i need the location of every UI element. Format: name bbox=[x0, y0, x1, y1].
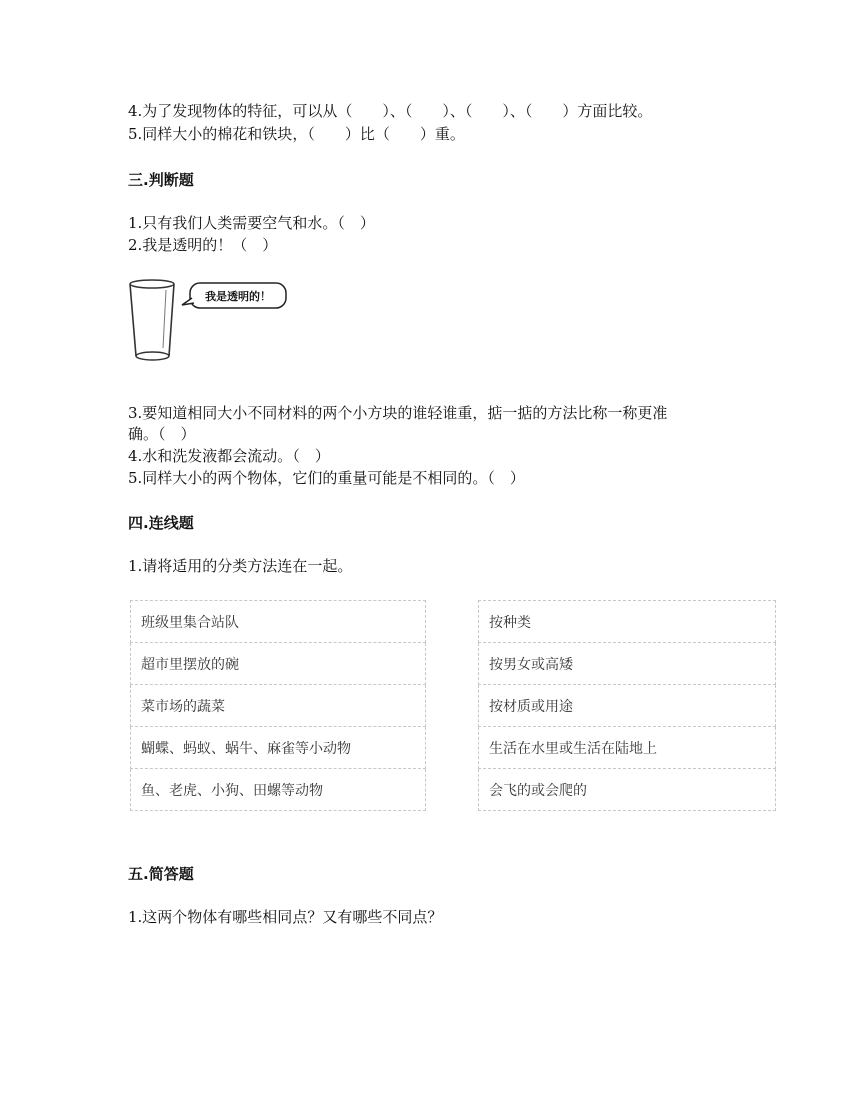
right-item: 会飞的或会爬的 bbox=[479, 769, 776, 811]
matching-left-table bbox=[130, 600, 426, 811]
right-item: 按材质或用途 bbox=[479, 685, 776, 727]
left-item: 蝴蝶、蚂蚁、蜗牛、麻雀等小动物 bbox=[131, 727, 426, 769]
matching-heading: 四.连线题 bbox=[128, 514, 194, 532]
right-item: 按种类 bbox=[479, 601, 776, 643]
judge-q1: 1.只有我们人类需要空气和水。（ ） bbox=[128, 214, 375, 232]
left-item: 鱼、老虎、小狗、田螺等动物 bbox=[131, 769, 426, 811]
right-item: 生活在水里或生活在陆地上 bbox=[479, 727, 776, 769]
short-answer-q1: 1.这两个物体有哪些相同点？又有哪些不同点？ bbox=[128, 908, 443, 926]
left-item: 菜市场的蔬菜 bbox=[131, 685, 426, 727]
short-answer-heading: 五.简答题 bbox=[128, 865, 194, 883]
left-item: 班级里集合站队 bbox=[131, 601, 426, 643]
judge-q2: 2.我是透明的！（ ） bbox=[128, 236, 278, 254]
judge-q3-line2: 确。（ ） bbox=[128, 425, 196, 443]
fill-blank-q4: 4.为了发现物体的特征，可以从（ ）、（ ）、（ ）、（ ）方面比较。 bbox=[128, 102, 653, 120]
bubble-text: 我是透明的！ bbox=[205, 290, 271, 303]
glass-illustration bbox=[126, 276, 296, 368]
left-item: 超市里摆放的碗 bbox=[131, 643, 426, 685]
matching-q1: 1.请将适用的分类方法连在一起。 bbox=[128, 557, 353, 575]
glass-drawing bbox=[126, 276, 296, 368]
judge-q4: 4.水和洗发液都会流动。（ ） bbox=[128, 447, 330, 465]
judge-q3-line1: 3.要知道相同大小不同材料的两个小方块的谁轻谁重，掂一掂的方法比称一称更准 bbox=[128, 404, 668, 422]
judge-heading: 三.判断题 bbox=[128, 171, 194, 189]
judge-q5: 5.同样大小的两个物体，它们的重量可能是不相同的。（ ） bbox=[128, 469, 525, 487]
fill-blank-q5: 5.同样大小的棉花和铁块，（ ）比（ ）重。 bbox=[128, 125, 465, 143]
matching-right-table bbox=[478, 600, 776, 811]
right-item: 按男女或高矮 bbox=[479, 643, 776, 685]
